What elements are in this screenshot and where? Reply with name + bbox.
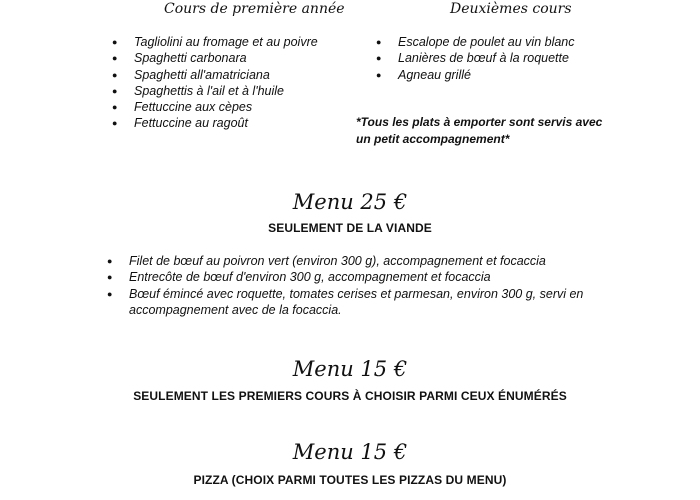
- takeaway-note: *Tous les plats à emporter sont servis avec un petit accompagnement*: [356, 115, 603, 146]
- second-courses-list: [376, 34, 626, 83]
- list-item: ● Fettuccine au ragoût: [112, 115, 342, 131]
- list-item: ● Filet de bœuf au poivron vert (environ 300 g), accompagnement et focaccia: [107, 253, 587, 269]
- first-courses-title: Cours de première année: [164, 1, 345, 17]
- list-item: ● Spaghetti all'amatriciana: [112, 67, 342, 83]
- menu-subtitle: SEULEMENT LES PREMIERS COURS À CHOISIR PARMI CEUX ÉNUMÉRÉS: [133, 389, 567, 403]
- menu-title: Menu 25 €: [292, 190, 408, 214]
- list-item: ● Escalope de poulet au vin blanc: [376, 34, 626, 50]
- meat-menu-list: [107, 253, 587, 318]
- list-item: ● Tagliolini au fromage et au poivre: [112, 34, 342, 50]
- first-courses-list: [112, 34, 342, 132]
- list-item: ● Bœuf émincé avec roquette, tomates cerises et parmesan, environ 300 g, servi en accompagnement avec de la focaccia.: [107, 286, 587, 319]
- list-item: ● Fettuccine aux cèpes: [112, 99, 342, 115]
- list-item: ● Agneau grillé: [376, 67, 626, 83]
- menu-title: Menu 15 €: [292, 440, 408, 464]
- list-item: ● Lanières de bœuf à la roquette: [376, 50, 626, 66]
- list-item: ● Spaghetti carbonara: [112, 50, 342, 66]
- list-item: ● Spaghettis à l'ail et à l'huile: [112, 83, 342, 99]
- menu-subtitle: PIZZA (CHOIX PARMI TOUTES LES PIZZAS DU MENU): [193, 473, 507, 487]
- menu-subtitle: SEULEMENT DE LA VIANDE: [268, 221, 432, 235]
- menu-title: Menu 15 €: [292, 357, 408, 381]
- second-courses-title: Deuxièmes cours: [450, 1, 572, 17]
- list-item: ● Entrecôte de bœuf d'environ 300 g, accompagnement et focaccia: [107, 269, 587, 285]
